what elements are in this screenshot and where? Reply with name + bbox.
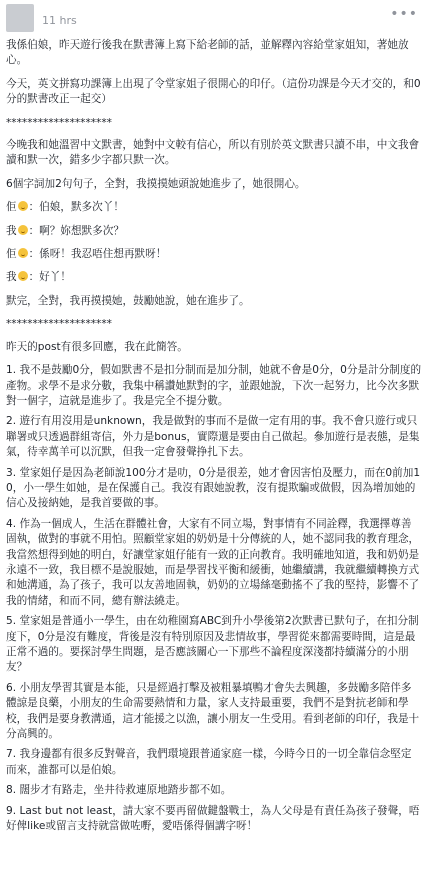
list-item: 5. 堂家姐是普通小一學生，由在幼稚園寫ABC到升小學後第2次默書已默句子，在扣分制度下，0分是沒有難度，背後是沒有特別原因及悲情故事，學習從來都需要時間，這是最正常不過的。要探討學生問題，是否應該關心一下那些不論程度深淺都持續滿分的小朋友？: [6, 615, 419, 674]
speaker: 我: [6, 224, 17, 237]
more-options-icon[interactable]: •••: [390, 6, 418, 22]
list-item: 3. 堂家姐仔是因為老師說100分才是叻，0分是很差，她才會因害怕及壓力，而在0前加10，小一學生如她，是在保護自己。我沒有跟她說教，沒有提欺騙或做假，因為增加她的信心及接納她，是我首要做的事。: [6, 466, 421, 510]
dialogue-line: [6, 224, 422, 239]
paragraph: 昨天的post有很多回應，我在此簡答。: [6, 340, 188, 353]
speaker: 我: [6, 271, 17, 284]
list-item: 1. 我不是鼓勵0分，假如默書不是扣分制而是加分制，她就不會是0分，0分是計分制度的產物。求學不是求分數，我集中稱讚她默對的字，並跟她說，下次一起努力，比今次多默對一個字，這就是進步了。我是完全不提分數。: [6, 364, 422, 407]
list-item: 4. 作為一個成人，生活在群體社會，大家有不同立場，對事情有不同詮釋，我選擇尊善固執，做對的事就不用怕。照顧堂家姐的奶奶是十分傳統的人，她不認同我的教育理念，我當然想得到她的明白，好讓堂家姐仔能有一致的正向教育。我明確地知道，我和奶奶是永遠不一致，我目標不是說服她，而是學習找平衡和緩衝，她繼續講，我就繼續轉換方式和她溝通，為了孩子，我可以友善地固執，奶奶的立場絲毫動搖不了我的堅持，影響不了我的情緒，和而不同，總有辦法繞走。: [6, 517, 420, 607]
speaker: 佢: [6, 201, 17, 214]
smiley-emoji-icon: [18, 225, 28, 235]
dialogue-text: ：係呀！我忍唔住想再默呀！: [28, 248, 167, 261]
list-item: 9. Last but not least，請大家不要再留做鍵盤戰士，為人父母是有責任為孩子發聲，唔好俾like或留言支持就當做咗嘢，愛唔係得個講字呀！: [6, 804, 420, 833]
separator: ********************: [6, 116, 112, 129]
post-header: [6, 0, 422, 38]
post-timestamp[interactable]: 11 hrs: [42, 14, 77, 27]
paragraph: 今天，英文拼寫功課簿上出現了令堂家姐子很開心的印仔。（這份功課是今天才交的，和0分的默書改正一起交）: [6, 77, 421, 106]
paragraph: 我係伯娘，昨天遊行後我在默書簿上寫下給老師的話，並解釋內容給堂家姐知，著她放心。: [6, 39, 409, 67]
paragraph: 默完，全對，我再摸摸她，鼓勵她說，她在進步了。: [6, 294, 250, 307]
paragraph: 今晚我和她溫習中文默書，她對中文較有信心，所以有別於英文默書只讀不串，中文我會讀和默一次，錯多少字都只默一次。: [6, 139, 420, 167]
dialogue-line: [6, 247, 422, 262]
dialogue-text: ：啊？妳想默多次？: [28, 224, 124, 237]
smiley-emoji-icon: [18, 248, 28, 258]
post-body: [6, 38, 422, 834]
dialogue-line: [6, 270, 422, 285]
list-item: 7. 我身邊都有很多反對聲音，我們環境跟普通家庭一樣，今時今日的一切全靠信念堅定而來，誰都可以是伯娘。: [6, 748, 412, 776]
dialogue-text: ：好丫！: [28, 271, 71, 284]
dialogue-text: ：伯娘，默多次丫！: [28, 201, 124, 214]
list-item: 6. 小朋友學習其實是本能，只是經過打擊及被粗暴填鴨才會失去興趣，多鼓勵多陪伴多體諒是良藥，小朋友的生命需要熱情和力量，家人支持最重要，我們不是對抗老師和學校，我們是要身教溝通，這才能援之以漁，讓小朋友一生受用。看到老師的印仔，我是十分高興的。: [6, 681, 420, 741]
speaker: 佢: [6, 248, 17, 261]
avatar[interactable]: [6, 4, 34, 32]
list-item: 2. 遊行有用沒用是unknown，我是做對的事而不是做一定有用的事。我不會只遊行或只聯署或只透過群組寄信，外力是bonus，實際還是要由自己做起。參加遊行是表態，是集氣，待幸萬羊可以沉默，但我一定會發聲挣扎下去。: [6, 415, 420, 459]
paragraph: 6個字詞加2句句子，全對，我摸摸她頭說她進步了，她很開心。: [6, 177, 306, 190]
smiley-emoji-icon: [18, 201, 28, 211]
list-item: 8. 闊步才有路走，坐井待救連原地踏步都不如。: [6, 784, 232, 797]
separator: ********************: [6, 318, 112, 331]
smiley-emoji-icon: [18, 271, 28, 281]
dialogue-line: [6, 200, 422, 215]
